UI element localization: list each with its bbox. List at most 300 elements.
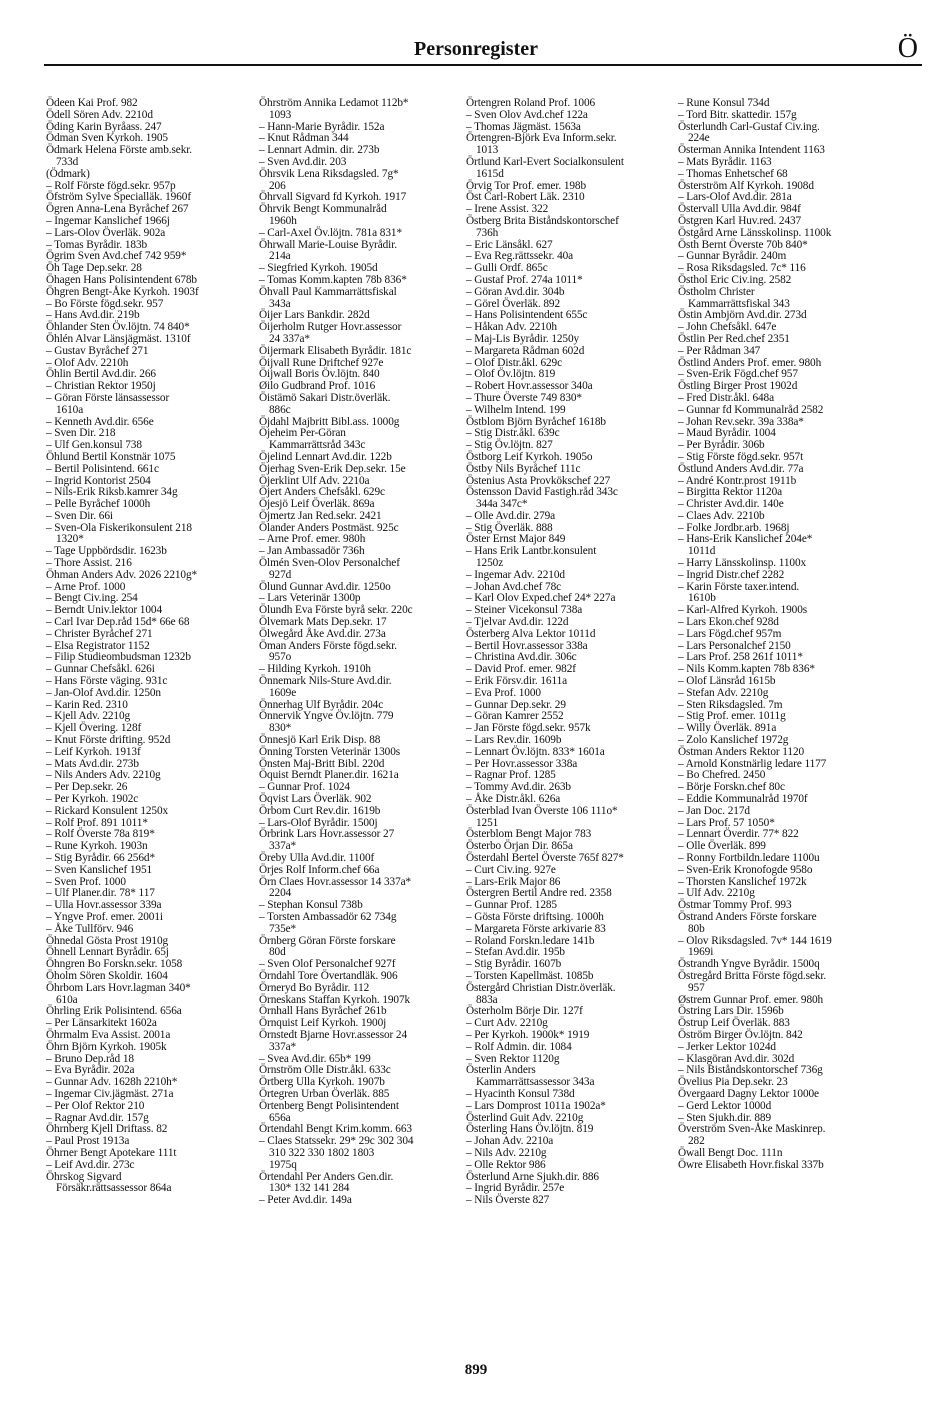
register-entry: – Ulf Gen.konsul 738 xyxy=(46,439,142,452)
register-entry: Öhman Anders Adv. 2026 2210g* xyxy=(46,568,198,581)
register-entry: – Hans Förste väging. 931c xyxy=(46,675,168,688)
register-entry: Östrup Leif Överläk. 883 xyxy=(678,1017,790,1030)
register-entry: – Per Olof Rektor 210 xyxy=(46,1099,145,1112)
register-entry: – Lars-Erik Major 86 xyxy=(466,875,561,888)
register-entry: Østrem Gunnar Prof. emer. 980h xyxy=(678,993,824,1006)
register-entry: 1320* xyxy=(56,533,84,546)
register-entry: Öjmertz Jan Red.sekr. 2421 xyxy=(259,509,382,522)
register-entry: – Carl Ivar Dep.råd 15d* 66e 68 xyxy=(46,616,190,629)
register-entry: 214a xyxy=(269,250,291,263)
register-entry: – Per Dep.sekr. 26 xyxy=(46,781,128,794)
register-entry: – Zolo Kanslichef 1972g xyxy=(678,734,789,747)
register-entry: Örnberg Göran Förste forskare xyxy=(259,934,396,947)
register-entry: – Gunnar Adv. 1628h 2210h* xyxy=(46,1076,178,1089)
register-entry: Öhrsvik Lena Riksdagsled. 7g* xyxy=(259,167,399,180)
register-entry: 957 xyxy=(688,981,705,994)
register-entry: – Håkan Adv. 2210h xyxy=(466,321,557,334)
register-entry: – Lars Domprost 1011a 1902a* xyxy=(466,1099,606,1112)
register-entry: – Gunnar Byrådir. 240m xyxy=(678,250,787,263)
register-entry: – Jan-Olof Avd.dir. 1250n xyxy=(46,686,161,699)
register-entry: Kammarrättsassessor 343a xyxy=(476,1076,595,1089)
register-entry: Öjesjö Leif Överläk. 869a xyxy=(259,498,375,511)
register-entry: Örndahl Tore Övertandläk. 906 xyxy=(259,969,398,982)
register-entry: – Tomas Byrådir. 183b xyxy=(46,238,148,251)
register-entry: Ölander Anders Postmäst. 925c xyxy=(259,521,399,534)
register-entry: – David Prof. emer. 982f xyxy=(466,663,576,676)
register-entry: Öster Ernst Major 849 xyxy=(466,533,566,546)
register-entry: – Stig Byrådir. 1607b xyxy=(466,958,562,971)
register-entry: – Ingrid Kontorist 2504 xyxy=(46,474,151,487)
register-entry: Ödell Sören Adv. 2210d xyxy=(46,108,153,121)
register-entry: Öhnedal Gösta Prost 1910g xyxy=(46,934,169,947)
register-entry: Öhrvall Sigvard fd Kyrkoh. 1917 xyxy=(259,191,407,204)
register-entry: – Lennart Öv.löjtn. 833* 1601a xyxy=(466,745,605,758)
register-entry: 927d xyxy=(269,568,292,581)
register-entry: – Per Rådman 347 xyxy=(678,344,761,357)
register-entry: – Johan Rev.sekr. 39a 338a* xyxy=(678,415,804,428)
register-entry: – Per Hovr.assessor 338a xyxy=(466,757,578,770)
register-entry: – Steiner Vicekonsul 738a xyxy=(466,604,583,617)
register-entry: – Nils Överste 827 xyxy=(466,1194,550,1207)
register-entry: – Ingrid Byrådir. 257e xyxy=(466,1182,565,1195)
register-entry: – Curt Civ.ing. 927e xyxy=(466,863,556,876)
register-entry: – Lars Veterinär 1300p xyxy=(259,592,361,605)
register-entry: Örbrink Lars Hovr.assessor 27 xyxy=(259,828,395,841)
register-entry: – Christina Avd.dir. 306c xyxy=(466,651,577,664)
register-entry: – Kjell Adv. 2210g xyxy=(46,710,131,723)
register-entry: – Thorsten Kanslichef 1972k xyxy=(678,875,807,888)
register-entry: Österström Alf Kyrkoh. 1908d xyxy=(678,179,814,192)
register-entry: Österlund Arne Sjukh.dir. 886 xyxy=(466,1170,599,1183)
register-entry: 1975q xyxy=(269,1158,297,1171)
register-entry: Ölund Gunnar Avd.dir. 1250o xyxy=(259,580,391,593)
register-entry: 282 xyxy=(688,1135,705,1148)
register-entry: Öholm Sören Skoldir. 1604 xyxy=(46,969,168,982)
register-entry: – Bo Förste fögd.sekr. 957 xyxy=(46,297,164,310)
register-entry: – Bo Chefred. 2450 xyxy=(678,769,766,782)
register-entry: – Gunnar Dep.sekr. 29 xyxy=(466,698,566,711)
register-entry: – Karl Olov Exped.chef 24* 227a xyxy=(466,592,616,605)
register-entry: 886c xyxy=(269,403,291,416)
register-entry: – Börje Forskn.chef 80c xyxy=(678,781,785,794)
register-entry: 736h xyxy=(476,226,499,239)
register-entry: – Stefan Avd.dir. 195b xyxy=(466,946,565,959)
register-entry: – Tommy Avd.dir. 263b xyxy=(466,781,571,794)
register-entry: – Tage Uppbördsdir. 1623b xyxy=(46,545,167,558)
register-entry: Örneskans Staffan Kyrkoh. 1907k xyxy=(259,993,411,1006)
register-entry: – Rolf Prof. 891 1011* xyxy=(46,816,148,829)
register-entry: Öhnell Lennart Byrådir. 65j xyxy=(46,946,169,959)
register-entry: – Stefan Adv. 2210g xyxy=(678,686,769,699)
register-entry: – Torsten Kapellmäst. 1085b xyxy=(466,969,594,982)
register-entry: – Olle Överläk. 899 xyxy=(678,840,766,853)
register-entry: Östervall Ulla Avd.dir. 984f xyxy=(678,203,801,216)
register-entry: Öistämö Sakari Distr.överläk. xyxy=(259,391,391,404)
register-entry: – Sten Sjukh.dir. 889 xyxy=(678,1111,771,1124)
register-entry: Öhlund Bertil Konstnär 1075 xyxy=(46,450,176,463)
register-entry: – Ragnar Avd.dir. 157g xyxy=(46,1111,149,1124)
register-entry: – Nils Anders Adv. 2210g xyxy=(46,769,161,782)
register-entry: – Erik Försv.dir. 1611a xyxy=(466,675,568,688)
register-entry: – Filip Studieombudsman 1232b xyxy=(46,651,191,664)
page-number: 899 xyxy=(464,1362,488,1378)
register-entry: – Olof Länsråd 1615b xyxy=(678,675,776,688)
register-entry: Örnhall Hans Byråchef 261b xyxy=(259,1005,387,1018)
register-entry: Östholm Christer xyxy=(678,285,755,298)
register-entry: – Ingemar Kanslichef 1966j xyxy=(46,214,170,227)
register-entry: 957o xyxy=(269,651,292,664)
page-title: Personregister xyxy=(413,38,539,60)
register-entry: 344a 347c* xyxy=(476,498,528,511)
register-entry: – Christian Rektor 1950j xyxy=(46,380,156,393)
register-entry: – Eva Prof. 1000 xyxy=(466,686,541,699)
register-entry: – Thomas Enhetschef 68 xyxy=(678,167,788,180)
register-entry: Örtberg Ulla Kyrkoh. 1907b xyxy=(259,1076,385,1089)
register-entry: – Sven Rektor 1120g xyxy=(466,1052,560,1065)
register-entry: 337a* xyxy=(269,1040,297,1053)
register-entry: 337a* xyxy=(269,840,297,853)
register-entry: Österlin Anders xyxy=(466,1064,536,1077)
register-entry: – Harry Länsskolinsp. 1100x xyxy=(678,557,807,570)
register-entry: – Birgitta Rektor 1120a xyxy=(678,486,783,499)
register-entry: – Stig Öv.löjtn. 827 xyxy=(466,439,553,452)
register-entry: – Tomas Komm.kapten 78b 836* xyxy=(259,273,407,286)
register-entry: Ödmark Helena Förste amb.sekr. xyxy=(46,144,193,157)
register-entry: Öjeheim Per-Göran xyxy=(259,427,346,440)
register-entry: Öijerholm Rutger Hovr.assessor xyxy=(259,321,402,334)
register-entry: Ölwegård Åke Avd.dir. 273a xyxy=(259,627,386,640)
register-column-4 xyxy=(678,98,910,1172)
register-entry: Örtendahl Bengt Krim.komm. 663 xyxy=(259,1123,412,1136)
register-entry: – Stig Förste fögd.sekr. 957t xyxy=(678,450,804,463)
register-entry: – Elsa Registrator 1152 xyxy=(46,639,150,652)
register-entry: – Nils-Erik Riksb.kamrer 34g xyxy=(46,486,178,499)
register-entry: Örnström Olle Distr.åkl. 633c xyxy=(259,1064,391,1077)
register-entry: Östberg Brita Biståndskontorschef xyxy=(466,214,619,227)
register-entry: – André Kontr.prost 1911b xyxy=(678,474,797,487)
register-entry: – Rolf Admin. dir. 1084 xyxy=(466,1040,572,1053)
register-entry: – Peter Avd.dir. 149a xyxy=(259,1194,352,1207)
header-rule xyxy=(44,64,922,66)
register-entry: – Lars-Olof Byrådir. 1500j xyxy=(259,816,378,829)
register-entry: – Arnold Konstnärlig ledare 1177 xyxy=(678,757,827,770)
register-entry: – Eric Länsåkl. 627 xyxy=(466,238,553,251)
section-letter: Ö xyxy=(897,33,918,64)
register-entry: – Yngve Prof. emer. 2001i xyxy=(46,910,163,923)
register-entry: – Willy Överläk. 891a xyxy=(678,722,777,735)
register-entry: – Knut Förste drifting. 952d xyxy=(46,734,171,747)
register-entry: – Karin Red. 2310 xyxy=(46,698,128,711)
register-entry: Ögren Anna-Lena Byråchef 267 xyxy=(46,203,189,216)
register-entry: 130* 132 141 284 xyxy=(269,1182,350,1195)
register-entry: – Hyacinth Konsul 738d xyxy=(466,1087,575,1100)
register-entry: – Leif Kyrkoh. 1913f xyxy=(46,745,141,758)
register-entry: – Olof Öv.löjtn. 819 xyxy=(466,368,556,381)
register-entry: – Gunnar Prof. 1285 xyxy=(466,899,557,912)
register-entry: – Rickard Konsulent 1250x xyxy=(46,804,169,817)
register-entry: (Ödmark) xyxy=(46,167,90,180)
register-entry: – Lars-Olov Överläk. 902a xyxy=(46,226,166,239)
register-entry: Örtengren Roland Prof. 1006 xyxy=(466,97,596,109)
register-entry: – Berndt Univ.lektor 1004 xyxy=(46,604,162,617)
register-entry: Östrand Anders Förste forskare xyxy=(678,910,817,923)
register-entry: – Ulla Hovr.assessor 339a xyxy=(46,899,162,912)
register-entry: – Paul Prost 1913a xyxy=(46,1135,130,1148)
register-entry: – Gunnar Prof. 1024 xyxy=(259,781,350,794)
register-entry: – Lars Prof. 57 1050* xyxy=(678,816,775,829)
register-entry: 24 337a* xyxy=(269,332,310,345)
register-entry: – John Chefsåkl. 647e xyxy=(678,321,777,334)
register-entry: Örtlund Karl-Evert Socialkonsulent xyxy=(466,155,624,168)
register-entry: Östlind Anders Prof. emer. 980h xyxy=(678,356,822,369)
register-entry: – Ronny Fortbildn.ledare 1100u xyxy=(678,852,820,864)
register-entry: – Maud Byrådir. 1004 xyxy=(678,427,776,440)
register-entry: – Olof Distr.åkl. 629c xyxy=(466,356,563,369)
register-entry: Östgård Arne Länsskolinsp. 1100k xyxy=(678,226,832,239)
register-entry: – Olle Avd.dir. 279a xyxy=(466,509,556,522)
register-entry: Öijwall Boris Öv.löjtn. 840 xyxy=(259,368,380,381)
register-entry: – Arne Prof. emer. 980h xyxy=(259,533,366,546)
register-entry: – Bruno Dep.råd 18 xyxy=(46,1052,134,1065)
register-entry: – Per Länsarkitekt 1602a xyxy=(46,1017,157,1030)
register-entry: Österlind Guit Adv. 2210g xyxy=(466,1111,584,1124)
register-entry: Öhvall Paul Kammarrättsfiskal xyxy=(259,285,397,298)
register-entry: Östling Birger Prost 1902d xyxy=(678,380,798,393)
register-entry: – Hans Erik Lantbr.konsulent xyxy=(466,545,597,558)
register-entry: – Folke Jordbr.arb. 1968j xyxy=(678,521,790,534)
register-entry: – Lars Personalchef 2150 xyxy=(678,639,791,652)
register-entry: Östhol Eric Civ.ing. 2582 xyxy=(678,273,792,286)
register-entry: Örtegren Urban Överläk. 885 xyxy=(259,1087,390,1100)
register-entry: – Nils Adv. 2210g xyxy=(466,1146,547,1159)
register-entry: – Gulli Ordf. 865c xyxy=(466,262,548,275)
register-entry: Örnstedt Bjarne Hovr.assessor 24 xyxy=(259,1028,408,1041)
register-entry: – Sven Olov Avd.chef 122a xyxy=(466,108,588,121)
register-entry: – Hilding Kyrkoh. 1910h xyxy=(259,663,371,676)
register-entry: – Johan Adv. 2210a xyxy=(466,1135,554,1148)
register-entry: Övergaard Dagny Lektor 1000e xyxy=(678,1087,819,1100)
register-entry: – Rosa Riksdagsled. 7c* 116 xyxy=(678,262,806,275)
register-entry: Östgren Karl Huv.red. 2437 xyxy=(678,214,802,227)
register-entry: Öjerklint Ulf Adv. 2210a xyxy=(259,474,370,487)
register-entry: – Curt Adv. 2210g xyxy=(466,1017,548,1030)
register-entry: Östergård Christian Distr.överläk. xyxy=(466,981,616,994)
register-entry: 80d xyxy=(269,946,286,959)
register-entry: – Fred Distr.åkl. 648a xyxy=(678,391,775,404)
register-entry: – Svea Avd.dir. 65b* 199 xyxy=(259,1052,371,1065)
register-entry: – Gerd Lektor 1000d xyxy=(678,1099,772,1112)
register-entry: Örjes Rolf Inform.chef 66a xyxy=(259,863,380,876)
register-entry: Ödeen Kai Prof. 982 xyxy=(46,97,138,109)
register-entry: Östenius Asta Provkökschef 227 xyxy=(466,474,611,487)
register-entry: Östrandh Yngve Byrådir. 1500q xyxy=(678,958,820,971)
register-entry: Öhrström Annika Ledamot 112b* xyxy=(259,97,409,109)
register-entry: – Olle Rektor 986 xyxy=(466,1158,546,1171)
register-entry: 1969i xyxy=(688,946,714,959)
register-entry: Øilo Gudbrand Prof. 1016 xyxy=(259,380,376,393)
register-entry: Östman Anders Rektor 1120 xyxy=(678,745,805,758)
register-entry: Öjert Anders Chefsåkl. 629c xyxy=(259,486,385,499)
register-entry: – Hans Polisintendent 655c xyxy=(466,309,588,322)
register-entry: – Göran Kamrer 2552 xyxy=(466,710,564,723)
register-entry: – Jan Doc. 217d xyxy=(678,804,750,817)
register-entry: Öquist Berndt Planer.dir. 1621a xyxy=(259,769,399,782)
register-entry: – Gunnar Chefsåkl. 626i xyxy=(46,663,155,676)
register-entry: Öhngren Bo Forskn.sekr. 1058 xyxy=(46,958,183,971)
register-entry: – Per Kyrkoh. 1902c xyxy=(46,793,139,806)
register-entry: Öhrbom Lars Hovr.lagman 340* xyxy=(46,981,191,994)
register-entry: Öman Anders Förste fögd.sekr. xyxy=(259,639,397,652)
register-entry: – Bertil Polisintend. 661c xyxy=(46,462,159,475)
register-entry: – Stig Distr.åkl. 639c xyxy=(466,427,560,440)
register-entry: Öhrling Erik Polisintend. 656a xyxy=(46,1005,182,1018)
register-column-1 xyxy=(46,98,246,1195)
register-entry: Örtengren-Björk Eva Inform.sekr. xyxy=(466,132,617,145)
register-entry: 310 322 330 1802 1803 xyxy=(269,1146,375,1159)
register-entry: – Siegfried Kyrkoh. 1905d xyxy=(259,262,378,275)
register-entry: – Ulf Planer.dir. 78* 117 xyxy=(46,887,155,900)
register-entry: – Sven Dir. 218 xyxy=(46,427,116,440)
register-entry: Öst Carl-Robert Läk. 2310 xyxy=(466,191,585,204)
register-entry: – Rune Konsul 734d xyxy=(678,97,770,109)
register-entry: – Ulf Adv. 2210g xyxy=(678,887,755,900)
register-entry: Östblom Björn Byråchef 1618b xyxy=(466,415,606,428)
register-entry: – Hans-Erik Kanslichef 204e* xyxy=(678,533,813,546)
register-entry: Öwre Elisabeth Hovr.fiskal 337b xyxy=(678,1158,824,1171)
register-entry: – Tjelvar Avd.dir. 122d xyxy=(466,616,569,629)
register-entry: Öding Karin Byråass. 247 xyxy=(46,120,162,133)
register-entry: – Jerker Lektor 1024d xyxy=(678,1040,776,1053)
register-entry: Önsten Maj-Britt Bibl. 220d xyxy=(259,757,385,770)
register-entry: – Stig Överläk. 888 xyxy=(466,521,553,534)
register-entry: – Göran Avd.dir. 304b xyxy=(466,285,565,298)
register-entry: Östensson David Fastigh.råd 343c xyxy=(466,486,618,499)
register-entry: 1011d xyxy=(688,545,716,558)
register-entry: – Sven Olof Personalchef 927f xyxy=(259,958,396,971)
register-entry: – Thure Överste 749 830* xyxy=(466,391,582,404)
register-entry: Öjdahl Majbritt Bibl.ass. 1000g xyxy=(259,415,400,428)
register-entry: 735e* xyxy=(269,922,297,935)
register-entry: – Knut Rådman 344 xyxy=(259,132,349,145)
register-entry: Öhlin Bertil Avd.dir. 266 xyxy=(46,368,156,381)
register-entry: – Bertil Hovr.assessor 338a xyxy=(466,639,588,652)
register-entry: – Gunnar fd Kommunalråd 2582 xyxy=(678,403,824,416)
register-entry: – Sven-Erik Fögd.chef 957 xyxy=(678,368,798,381)
register-entry: – Ingemar Civ.jägmäst. 271a xyxy=(46,1087,174,1100)
register-entry: – Tord Bitr. skattedir. 157g xyxy=(678,108,797,121)
register-entry: Öhrskog Sigvard xyxy=(46,1170,122,1183)
register-entry: – Jan Ambassadör 736h xyxy=(259,545,365,558)
register-entry: Österblom Bengt Major 783 xyxy=(466,828,592,841)
register-entry: – Eva Byrådir. 202a xyxy=(46,1064,135,1077)
register-entry: Öreby Ulla Avd.dir. 1100f xyxy=(259,852,375,864)
register-entry: – Irene Assist. 322 xyxy=(466,203,549,216)
register-entry: – Carl-Axel Öv.löjtn. 781a 831* xyxy=(259,226,403,239)
register-entry: – Gustaf Prof. 274a 1011* xyxy=(466,273,583,286)
register-entry: Örtenberg Bengt Polisintendent xyxy=(259,1099,399,1112)
register-entry: – Rolf Överste 78a 819* xyxy=(46,828,155,841)
register-entry: Försäkr.rättsassessor 864a xyxy=(56,1182,172,1195)
register-entry: – Thore Assist. 216 xyxy=(46,557,132,570)
register-column-3 xyxy=(466,98,676,1207)
register-entry: Önnerhag Ulf Byrådir. 204c xyxy=(259,698,384,711)
register-entry: 1609e xyxy=(269,686,297,699)
register-entry: – Gustav Byråchef 271 xyxy=(46,344,149,357)
register-entry: – Torsten Ambassadör 62 734g xyxy=(259,910,397,923)
register-entry: 1093 xyxy=(269,108,292,121)
register-entry: Östby Nils Byråchef 111c xyxy=(466,462,581,475)
register-entry: – Claes Statssekr. 29* 29c 302 304 xyxy=(259,1135,414,1148)
register-entry: Öwall Bengt Doc. 111n xyxy=(678,1146,783,1159)
register-entry: Öhrwall Marie-Louise Byrådir. xyxy=(259,238,397,251)
register-entry: – Kjell Övering. 128f xyxy=(46,722,142,735)
register-entry: Kammarrättsfiskal 343 xyxy=(688,297,790,310)
register-entry: – Hans Avd.dir. 219b xyxy=(46,309,140,322)
register-entry: Östergren Bertil Andre red. 2358 xyxy=(466,887,612,900)
register-entry: 1610b xyxy=(688,592,716,605)
register-entry: – Sven-Erik Kronofogde 958o xyxy=(678,863,813,876)
register-entry: Öqvist Lars Överläk. 902 xyxy=(259,793,372,806)
register-entry: – Sven Avd.dir. 203 xyxy=(259,155,347,168)
register-entry: – Lars-Olof Avd.dir. 281a xyxy=(678,191,792,204)
register-entry: – Ingemar Adv. 2210d xyxy=(466,568,565,581)
register-entry: – Nils Biståndskontorschef 736g xyxy=(678,1064,823,1077)
register-entry: Öfström Sylve Specialläk. 1960f xyxy=(46,191,191,204)
register-entry: – Karl-Alfred Kyrkoh. 1900s xyxy=(678,604,808,617)
register-entry: Önning Torsten Veterinär 1300s xyxy=(259,745,401,758)
register-entry: 656a xyxy=(269,1111,291,1124)
register-entry: – Lars Rev.dir. 1609b xyxy=(466,734,562,747)
register-entry: – Lars Fögd.chef 957m xyxy=(678,627,782,640)
register-entry: Östh Bernt Överste 70b 840* xyxy=(678,238,808,251)
register-entry: 80b xyxy=(688,922,705,935)
register-entry: – Sven Prof. 1000 xyxy=(46,875,126,888)
register-entry: 1960h xyxy=(269,214,297,227)
register-entry: Örbom Curt Rev.dir. 1619b xyxy=(259,804,381,817)
register-entry: – Stephan Konsul 738b xyxy=(259,899,363,912)
register-entry: Öhrnberg Kjell Driftass. 82 xyxy=(46,1123,168,1136)
register-entry: Önnemark Nils-Sture Avd.dir. xyxy=(259,675,392,688)
register-entry: – Ragnar Prof. 1285 xyxy=(466,769,556,782)
register-entry: Öhrn Björn Kyrkoh. 1905k xyxy=(46,1040,167,1053)
register-entry: Österbo Örjan Dir. 865a xyxy=(466,840,573,853)
register-entry: Östlin Per Red.chef 2351 xyxy=(678,332,790,345)
register-entry: – Sven Kanslichef 1951 xyxy=(46,863,153,876)
register-entry: – Åke Tullförv. 946 xyxy=(46,922,134,935)
register-entry: Ödman Sven Kyrkoh. 1905 xyxy=(46,132,168,145)
register-entry: 1250z xyxy=(476,557,504,570)
register-column-2 xyxy=(259,98,465,1207)
register-entry: – Per Byrådir. 306b xyxy=(678,439,765,452)
register-entry: – Per Kyrkoh. 1900k* 1919 xyxy=(466,1028,590,1041)
register-entry: – Lennart Admin. dir. 273b xyxy=(259,144,380,157)
register-entry: 224e xyxy=(688,132,710,145)
register-entry: – Ingrid Distr.chef 2282 xyxy=(678,568,785,581)
register-entry: – Maj-Lis Byrådir. 1250y xyxy=(466,332,580,345)
register-entry: – Pelle Byråchef 1000h xyxy=(46,498,151,511)
register-entry: Östring Lars Dir. 1596b xyxy=(678,1005,784,1018)
register-entry: Örneryd Bo Byrådir. 112 xyxy=(259,981,370,994)
register-entry: – Åke Distr.åkl. 626a xyxy=(466,793,561,806)
register-entry: Öijvall Rune Driftchef 927e xyxy=(259,356,384,369)
register-entry: Östregård Britta Förste fögd.sekr. xyxy=(678,969,827,982)
register-entry: – Göran Förste länsassessor xyxy=(46,391,170,404)
register-entry: – Olov Riksdagsled. 7v* 144 1619 xyxy=(678,934,832,947)
register-entry: Öijermark Elisabeth Byrådir. 181c xyxy=(259,344,412,357)
register-entry: – Arne Prof. 1000 xyxy=(46,580,126,593)
register-entry: – Gösta Förste driftsing. 1000h xyxy=(466,910,604,923)
register-entry: Örn Claes Hovr.assessor 14 337a* xyxy=(259,875,412,888)
